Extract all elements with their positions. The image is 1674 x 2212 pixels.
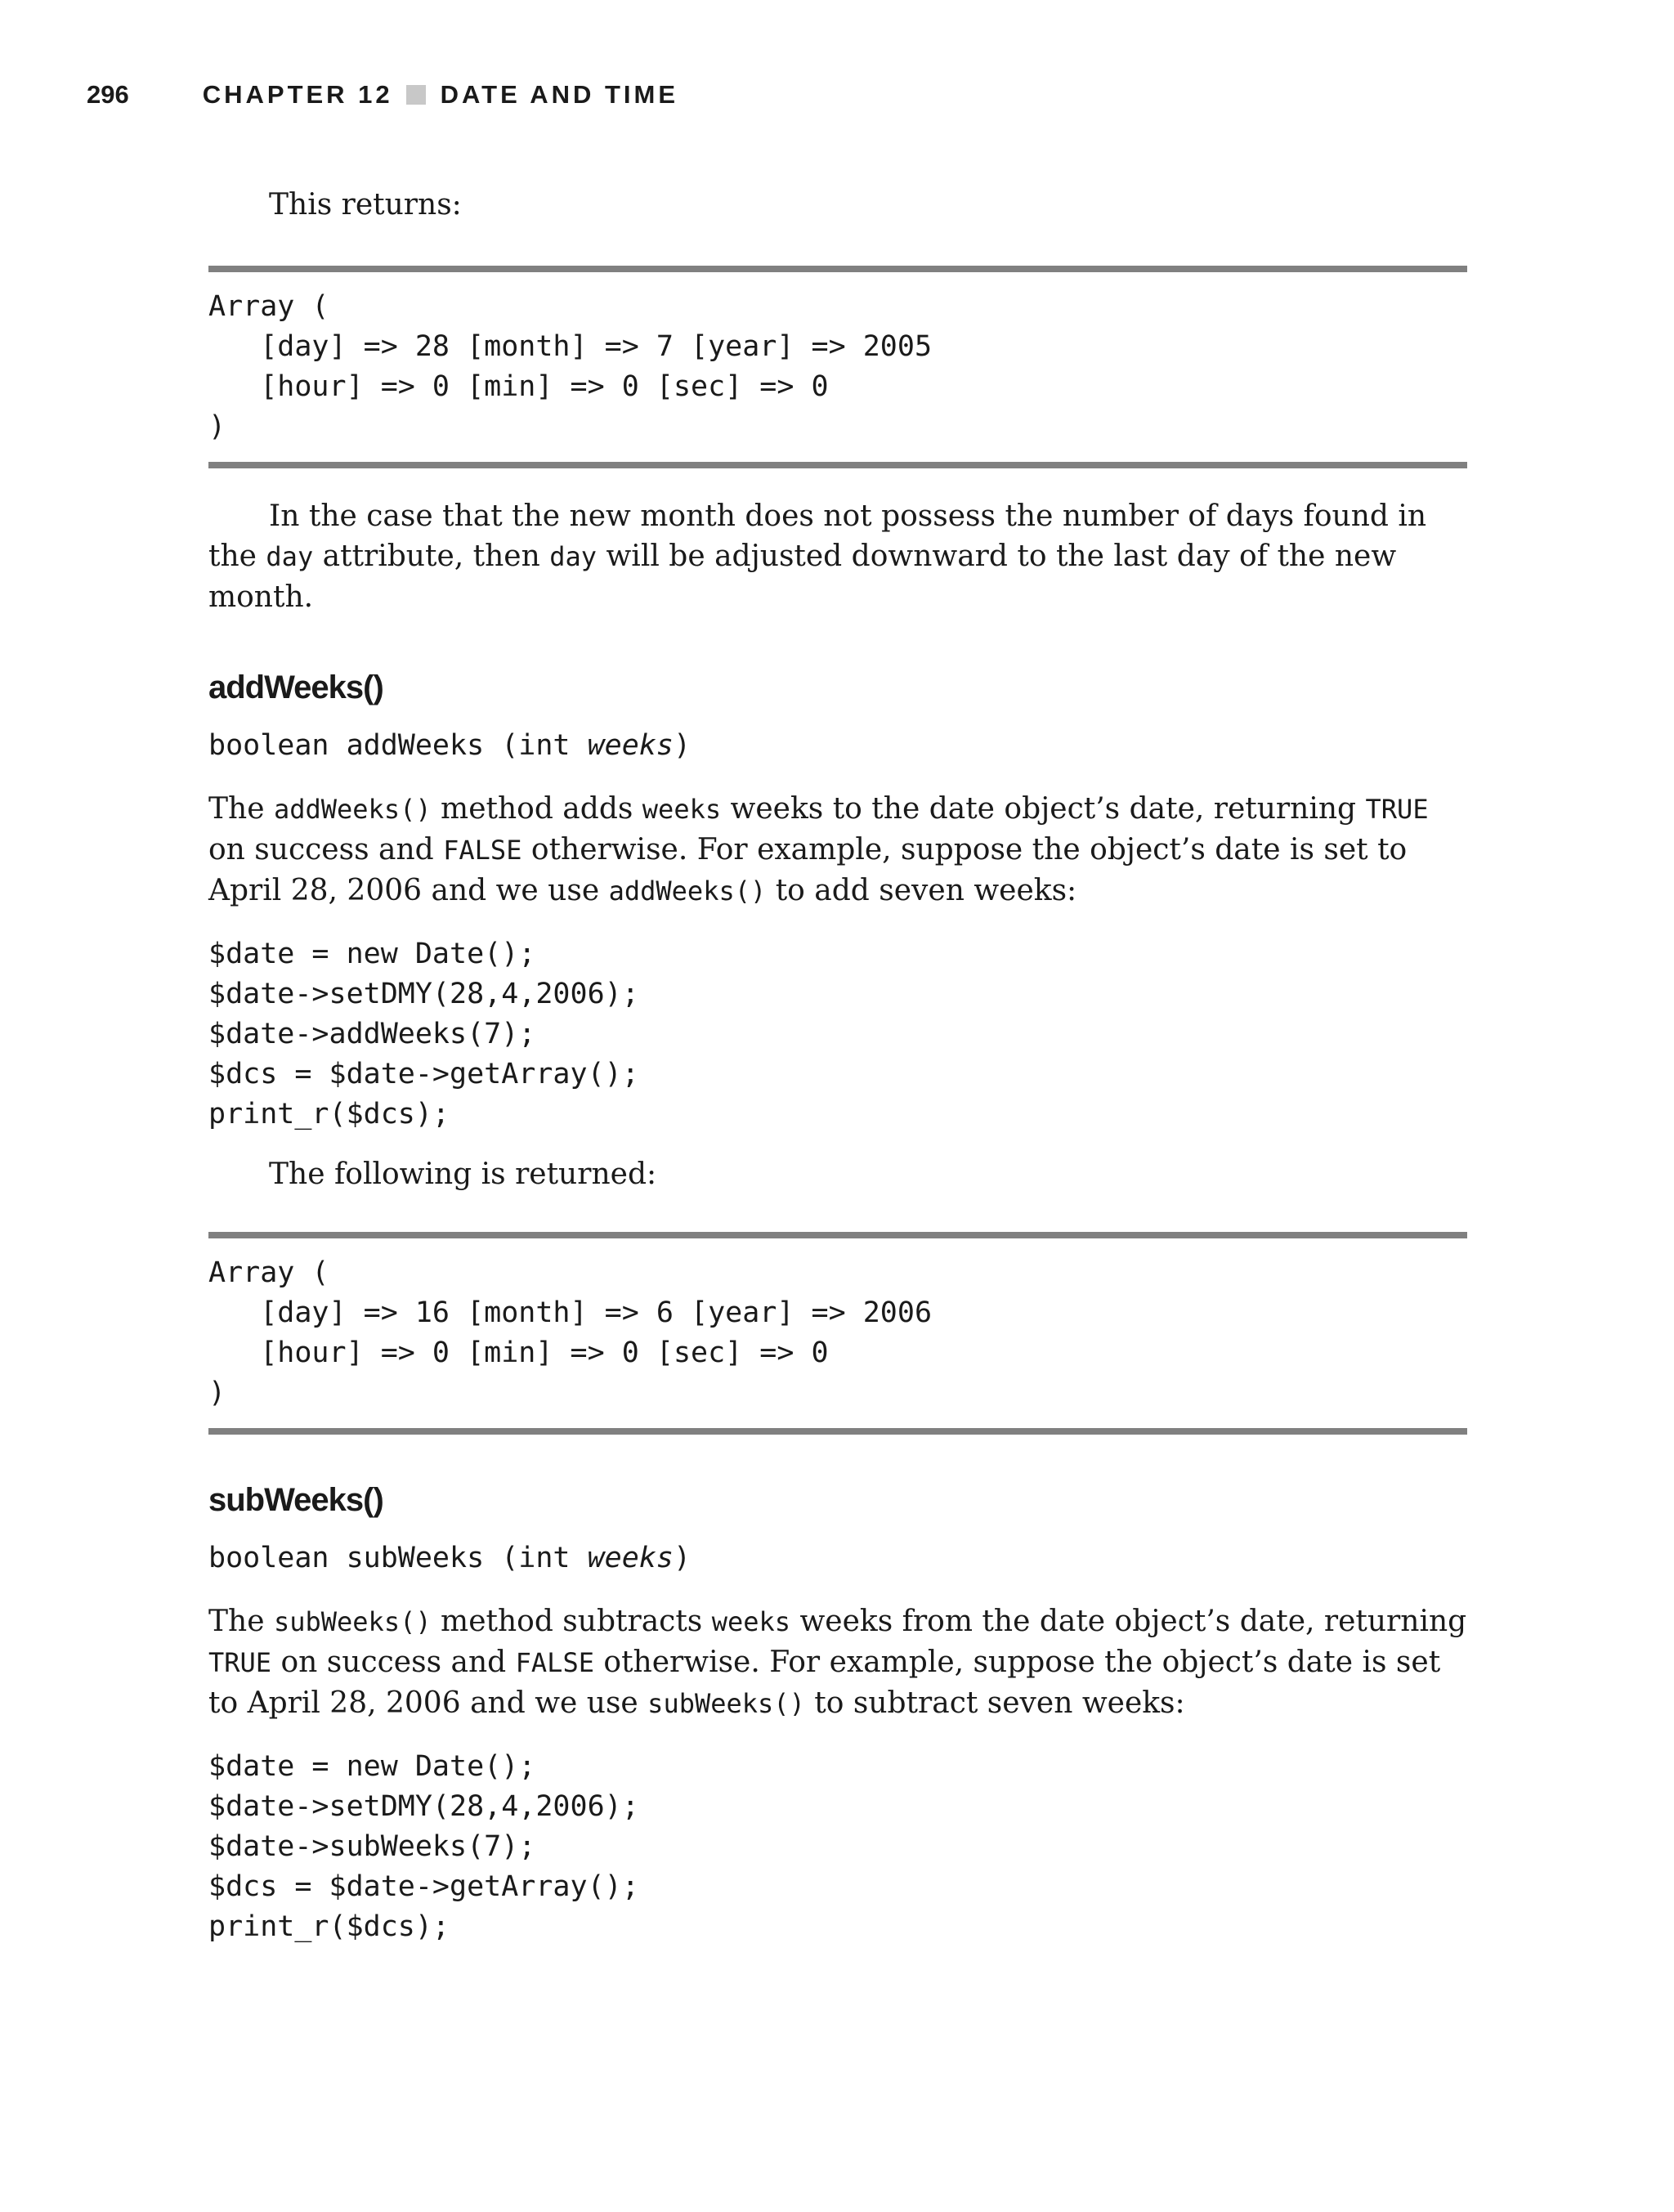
subweeks-code: $date = new Date(); $date->setDMY(28,4,2006); $date->subWeeks(7); $dcs = $date->getArray(); print_r($dcs); [208, 1750, 639, 1943]
intro-paragraph: This returns: [269, 188, 462, 222]
output-code-1: Array ( [day] => 28 [month] => 7 [year] => 2005 [hour] => 0 [min] => 0 [sec] => 0 ) [208, 290, 933, 443]
addweeks-signature: boolean addWeeks (int weeks) [208, 729, 692, 762]
subweeks-description: The subWeeks() method subtracts weeks weeks from the date object’s date, returning TRUE on success and FALSE otherwise. For example, suppose the object’s date is set to April 28, 2006 and we use subWeeks() to subtract seven weeks: [208, 1605, 1467, 1720]
subweeks-signature: boolean subWeeks (int weeks) [208, 1542, 692, 1574]
addweeks-code: $date = new Date(); $date->setDMY(28,4,2006); $date->addWeeks(7); $dcs = $date->getArray(); print_r($dcs); [208, 938, 639, 1131]
addweeks-heading: addWeeks() [208, 669, 383, 705]
chapter-label: CHAPTER 12 [202, 80, 393, 109]
square-separator-icon [406, 85, 426, 105]
page-number: 296 [87, 80, 129, 109]
output-box-1 [208, 266, 1467, 468]
output-code-2: Array ( [day] => 16 [month] => 6 [year] => 2006 [hour] => 0 [min] => 0 [sec] => 0 ) [208, 1256, 933, 1409]
addweeks-followup: The following is returned: [269, 1157, 657, 1191]
page-content [208, 185, 1467, 1947]
chapter-title: DATE AND TIME [440, 80, 679, 109]
running-header [87, 80, 678, 110]
day-adjust-paragraph: In the case that the new month does not possess the number of days found in the day attribute, then day will be adjusted downward to the last day of the new month. [208, 499, 1427, 614]
output-box-2 [208, 1232, 1467, 1435]
subweeks-heading: subWeeks() [208, 1482, 383, 1518]
addweeks-description: The addWeeks() method adds weeks weeks to the date object’s date, returning TRUE on success and FALSE otherwise. For example, suppose the object’s date is set to April 28, 2006 and we use addWeeks() to add seven weeks: [208, 792, 1429, 907]
